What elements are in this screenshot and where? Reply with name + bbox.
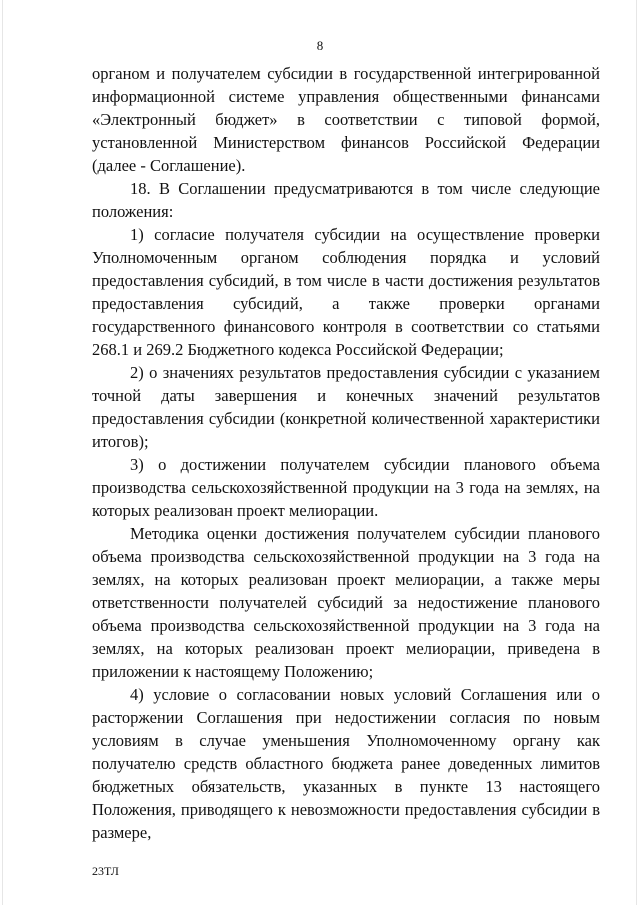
paragraph-item-1: 1) согласие получателя субсидии на осуществление проверки Уполномоченным органом соблюдения порядка и условий предоставления субсидий, в том числе в части достижения результатов предоставления субсидий, а также проверки органами государственного финансового контроля в соответствии со статьями 268.1 и 269.2 Бюджетного кодекса Российской Федерации; xyxy=(92,225,600,359)
paragraph-item-4: 4) условие о согласовании новых условий Соглашения или о расторжении Соглашения при недостижении согласия по новым условиям в случае уменьшения Уполномоченному органу как получателю средств областного бюджета ранее доведенных лимитов бюджетных обязательств, указанных в пункте 13 настоящего Положения, приводящего к невозможности предоставления субсидии в размере, xyxy=(92,685,600,842)
document-body xyxy=(92,62,600,844)
paragraph-item-3: 3) о достижении получателем субсидии планового объема производства сельскохозяйственной продукции на 3 года на землях, на которых реализован проект мелиорации. xyxy=(92,455,600,520)
scan-edge-right xyxy=(636,0,637,905)
paragraph-clause-18: 18. В Соглашении предусматриваются в том числе следующие положения: xyxy=(92,179,600,221)
footer-document-code: 23ТЛ xyxy=(92,864,119,878)
scan-edge-left xyxy=(2,0,3,905)
page-number: 8 xyxy=(316,38,324,53)
paragraph-methodology: Методика оценки достижения получателем субсидии планового объема производства сельскохозяйственной продукции на 3 года на землях, на которых реализован проект мелиорации, а также меры ответственности получателей субсидий за недостижение планового объема производства сельскохозяйственной продукции на 3 года на землях, на которых реализован проект мелиорации, приведена в приложении к настоящему Положению; xyxy=(92,524,600,681)
paragraph-item-2: 2) о значениях результатов предоставления субсидии с указанием точной даты завершения и конечных значений результатов предоставления субсидии (конкретной количественной характеристики итогов); xyxy=(92,363,600,451)
paragraph-continuation: органом и получателем субсидии в государственной интегрированной информационной системе управления общественными финансами «Электронный бюджет» в соответствии с типовой формой, установленной Министерством финансов Российской Федерации (далее - Соглашение). xyxy=(92,64,600,175)
